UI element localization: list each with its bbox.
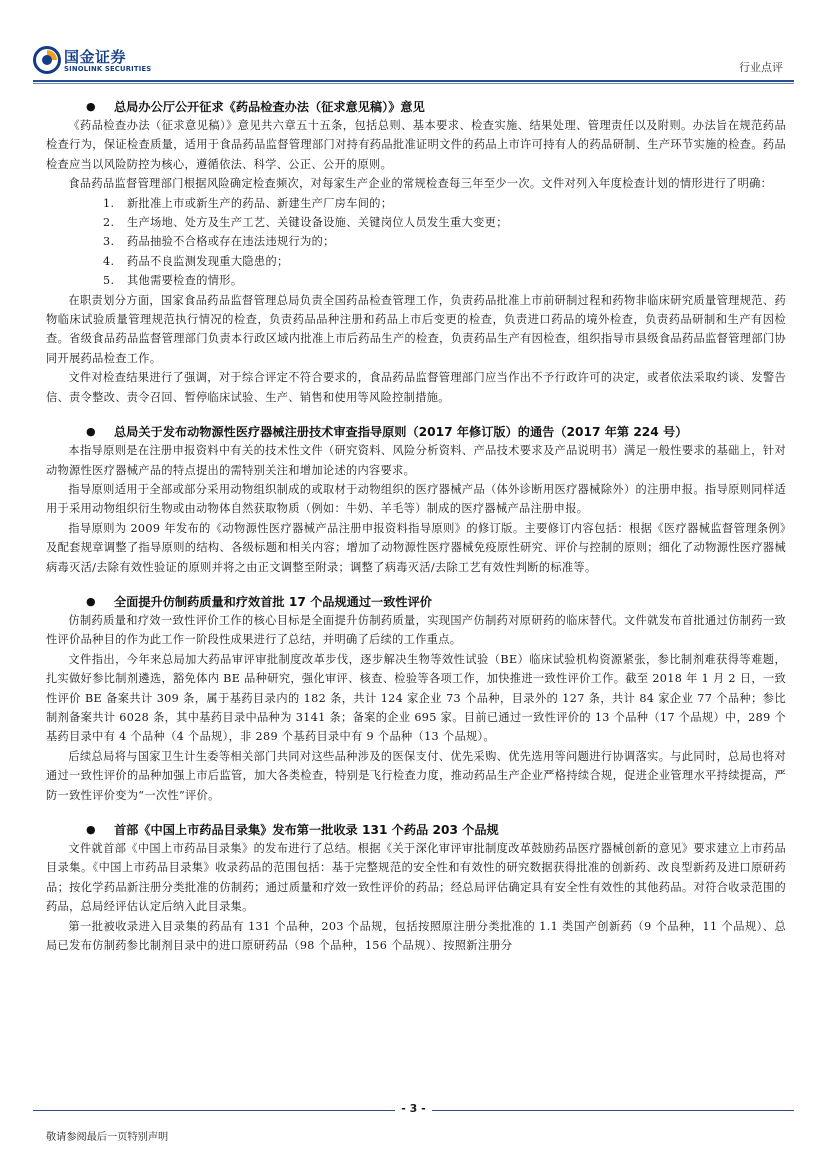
header-divider (33, 80, 794, 82)
list-item (46, 194, 786, 213)
company-logo (33, 46, 163, 76)
section-title-text: 首部《中国上市药品目录集》发布第一批收录 131 个药品 203 个品规 (114, 823, 499, 837)
list-item (46, 232, 786, 251)
section-heading (46, 821, 786, 839)
disclaimer-note: 敬请参阅最后一页特别声明 (46, 1132, 169, 1143)
list-text: 其他需要检查的情形。 (127, 274, 243, 288)
list-number: 2. (103, 216, 115, 230)
paragraph: 文件指出，今年来总局加大药品审评审批制度改革步伐，逐步解决生物等效性试验（BE）临床试验机构资源紧张，参比制剂难获得等难题，扎实做好参比制剂遴选，豁免体内 BE 品种研究，强化审评、核查、检验等各项工作，加快推进一致性评价工作。截至 2018 年 1 月 2 日，一致性评价 BE 备案共计 309 条，属于基药目录内的 182 条，共计 124 家企业 73 个品种，目录外的 127 条，共计 84 家企业 77 个品种；参比制剂备案共计 6028 条，其中基药目录中品种为 3141 条；备案的企业 695 家。目前已通过一致性评价的 13 个品种（17 个品规）中，289 个基药目录中有 4 个品种（4 个品规），非 289 个基药目录中有 9 个品种（13 个品规）。 (46, 652, 786, 744)
section-heading (46, 593, 786, 611)
list-text: 新批准上市或新生产的药品、新建生产厂房车间的； (127, 196, 393, 210)
list-number: 4. (103, 254, 115, 268)
report-body (46, 98, 786, 955)
paragraph: 第一批被收录进入目录集的药品有 131 个品种，203 个品规，包括按照原注册分类批准的 1.1 类国产创新药（9 个品种，11 个品规）、总局已发布仿制药参比制剂目录中的进口原研药品（98 个品种，156 个品规）、按照新注册分 (46, 919, 786, 953)
page-header (0, 0, 827, 86)
list-number: 1. (103, 196, 115, 210)
list-item (46, 213, 786, 232)
header-divider-thin (33, 83, 794, 84)
document-type-label: 行业点评 (739, 61, 783, 74)
bullet-icon: ● (86, 594, 96, 608)
list-text: 药品抽验不合格或存在违法违规行为的； (127, 235, 335, 249)
paragraph: 仿制药质量和疗效一致性评价工作的核心目标是全面提升仿制药质量，实现国产仿制药对原研药的临床替代。文件就发布首批通过仿制药一致性评价品种目的作为此工作一阶段性成果进行了总结，并明确了后续的工作重点。 (46, 613, 786, 647)
logo-chinese-name: 国金证券 (64, 48, 127, 66)
bullet-icon: ● (86, 100, 96, 113)
paragraph: 文件对检查结果进行了强调，对于综合评定不符合要求的，食品药品监督管理部门应当作出不予行政许可的决定，或者依法采取约谈、发警告信、责令整改、责令召回、暂停临床试验、生产、销售和使用等风险控制措施。 (46, 371, 786, 404)
paragraph: 指导原则为 2009 年发布的《动物源性医疗器械产品注册申报资料指导原则》的修订版。主要修订内容包括：根据《医疗器械监督管理条例》及配套规章调整了指导原则的结构、各级标题和相关内容；增加了动物源性医疗器械免疫原性研究、评价与控制的原则；细化了动物源性医疗器械病毒灭活/去除有效性验证的原则并将之由正文调整至附录；调整了病毒灭活/去除工艺有效性判断的标准等。 (46, 521, 786, 574)
paragraph: 后续总局将与国家卫生计生委等相关部门共同对这些品种涉及的医保支付、优先采购、优先选用等问题进行协调落实。与此同时，总局也将对通过一致性评价的品种加强上市后监管，加大各类检查，特别是飞行检查力度，推动药品生产企业严格持续合规，促进企业管理水平持续提高，严防一致性评价变为“一次性”评价。 (46, 749, 786, 802)
section-heading (46, 98, 786, 116)
bullet-icon: ● (86, 823, 96, 836)
section-title-text: 总局关于发布动物源性医疗器械注册技术审查指导原则（2017 年修订版）的通告（2017 年第 224 号） (114, 425, 688, 440)
paragraph: 文件就首部《中国上市药品目录集》的发布进行了总结。根据《关于深化审评审批制度改革鼓励药品医疗器械创新的意见》要求建立上市药品目录集。《中国上市药品目录集》收录药品的范围包括：基于完整规范的安全性和有效性的研究数据获得批准的创新药、改良型新药及进口原研药品；按化学药品新注册分类批准的仿制药；通过质量和疗效一致性评价的药品；经总局评估确定具有安全性有效性的其他药品。对符合收录范围的药品，总局经评估认定后纳入此目录集。 (46, 842, 786, 914)
list-item (46, 252, 786, 271)
section-title-text: 总局办公厅公开征求《药品检查办法（征求意见稿）》意见 (114, 100, 425, 114)
paragraph: 本指导原则是在注册申报资料中有关的技术性文件（研究资料、风险分析资料、产品技术要求及产品说明书）满足一般性要求的基础上，针对动物源性医疗器械产品的特点提出的需特别关注和增加论述的内容要求。 (46, 444, 786, 477)
section-heading (46, 423, 786, 441)
list-text: 生产场地、处方及生产工艺、关键设备设施、关键岗位人员发生重大变更； (127, 216, 508, 230)
list-item (46, 271, 786, 290)
paragraph: 指导原则适用于全部或部分采用动物组织制成的或取材于动物组织的医疗器械产品（体外诊断用医疗器械除外）的注册申报。指导原则同样适用于采用动物组织衍生物或由动物体自然获取物质（例如：牛奶、羊毛等）制成的医疗器械产品注册申报。 (46, 482, 786, 516)
bullet-icon: ● (86, 425, 96, 439)
page-number-text: - 3 - (395, 1102, 431, 1115)
paragraph: 食品药品监督管理部门根据风险确定检查频次，对每家生产企业的常规检查每三年至少一次。文件对列入年度检查计划的情形进行了明确： (68, 177, 773, 191)
paragraph: 《药品检查办法（征求意见稿）》意见共六章五十五条，包括总则、基本要求、检查实施、结果处理、管理责任以及附则。办法旨在规范药品检查行为，保证检查质量，适用于食品药品监督管理部门对持有药品批准证明文件的药品上市许可持有人的药品研制、生产环节实施的检查。药品检查应当以风险防控为核心，遵循依法、科学、公正、公开的原则。 (46, 119, 786, 171)
page-number (0, 1102, 827, 1123)
list-number: 3. (103, 235, 115, 249)
section-title-text: 全面提升仿制药质量和疗效首批 17 个品规通过一致性评价 (114, 594, 432, 609)
sinolink-logo-icon (33, 46, 61, 74)
list-number: 5. (103, 274, 115, 288)
list-text: 药品不良监测发现重大隐患的； (127, 254, 289, 268)
logo-english-name: SINOLINK SECURITIES (64, 65, 152, 73)
paragraph: 在职责划分方面，国家食品药品监督管理总局负责全国药品检查管理工作，负责药品批准上市前研制过程和药物非临床研究质量管理规范、药物临床试验质量管理规范执行情况的检查，负责药品品种注册和药品上市后变更的检查，负责进口药品的境外检查，负责药品研制和生产有因检查。省级食品药品监督管理部门负责本行政区域内批准上市后药品生产的检查，负责药品生产有因检查，组织指导市县级食品药品监督管理部门协同开展药品检查工作。 (46, 293, 786, 365)
